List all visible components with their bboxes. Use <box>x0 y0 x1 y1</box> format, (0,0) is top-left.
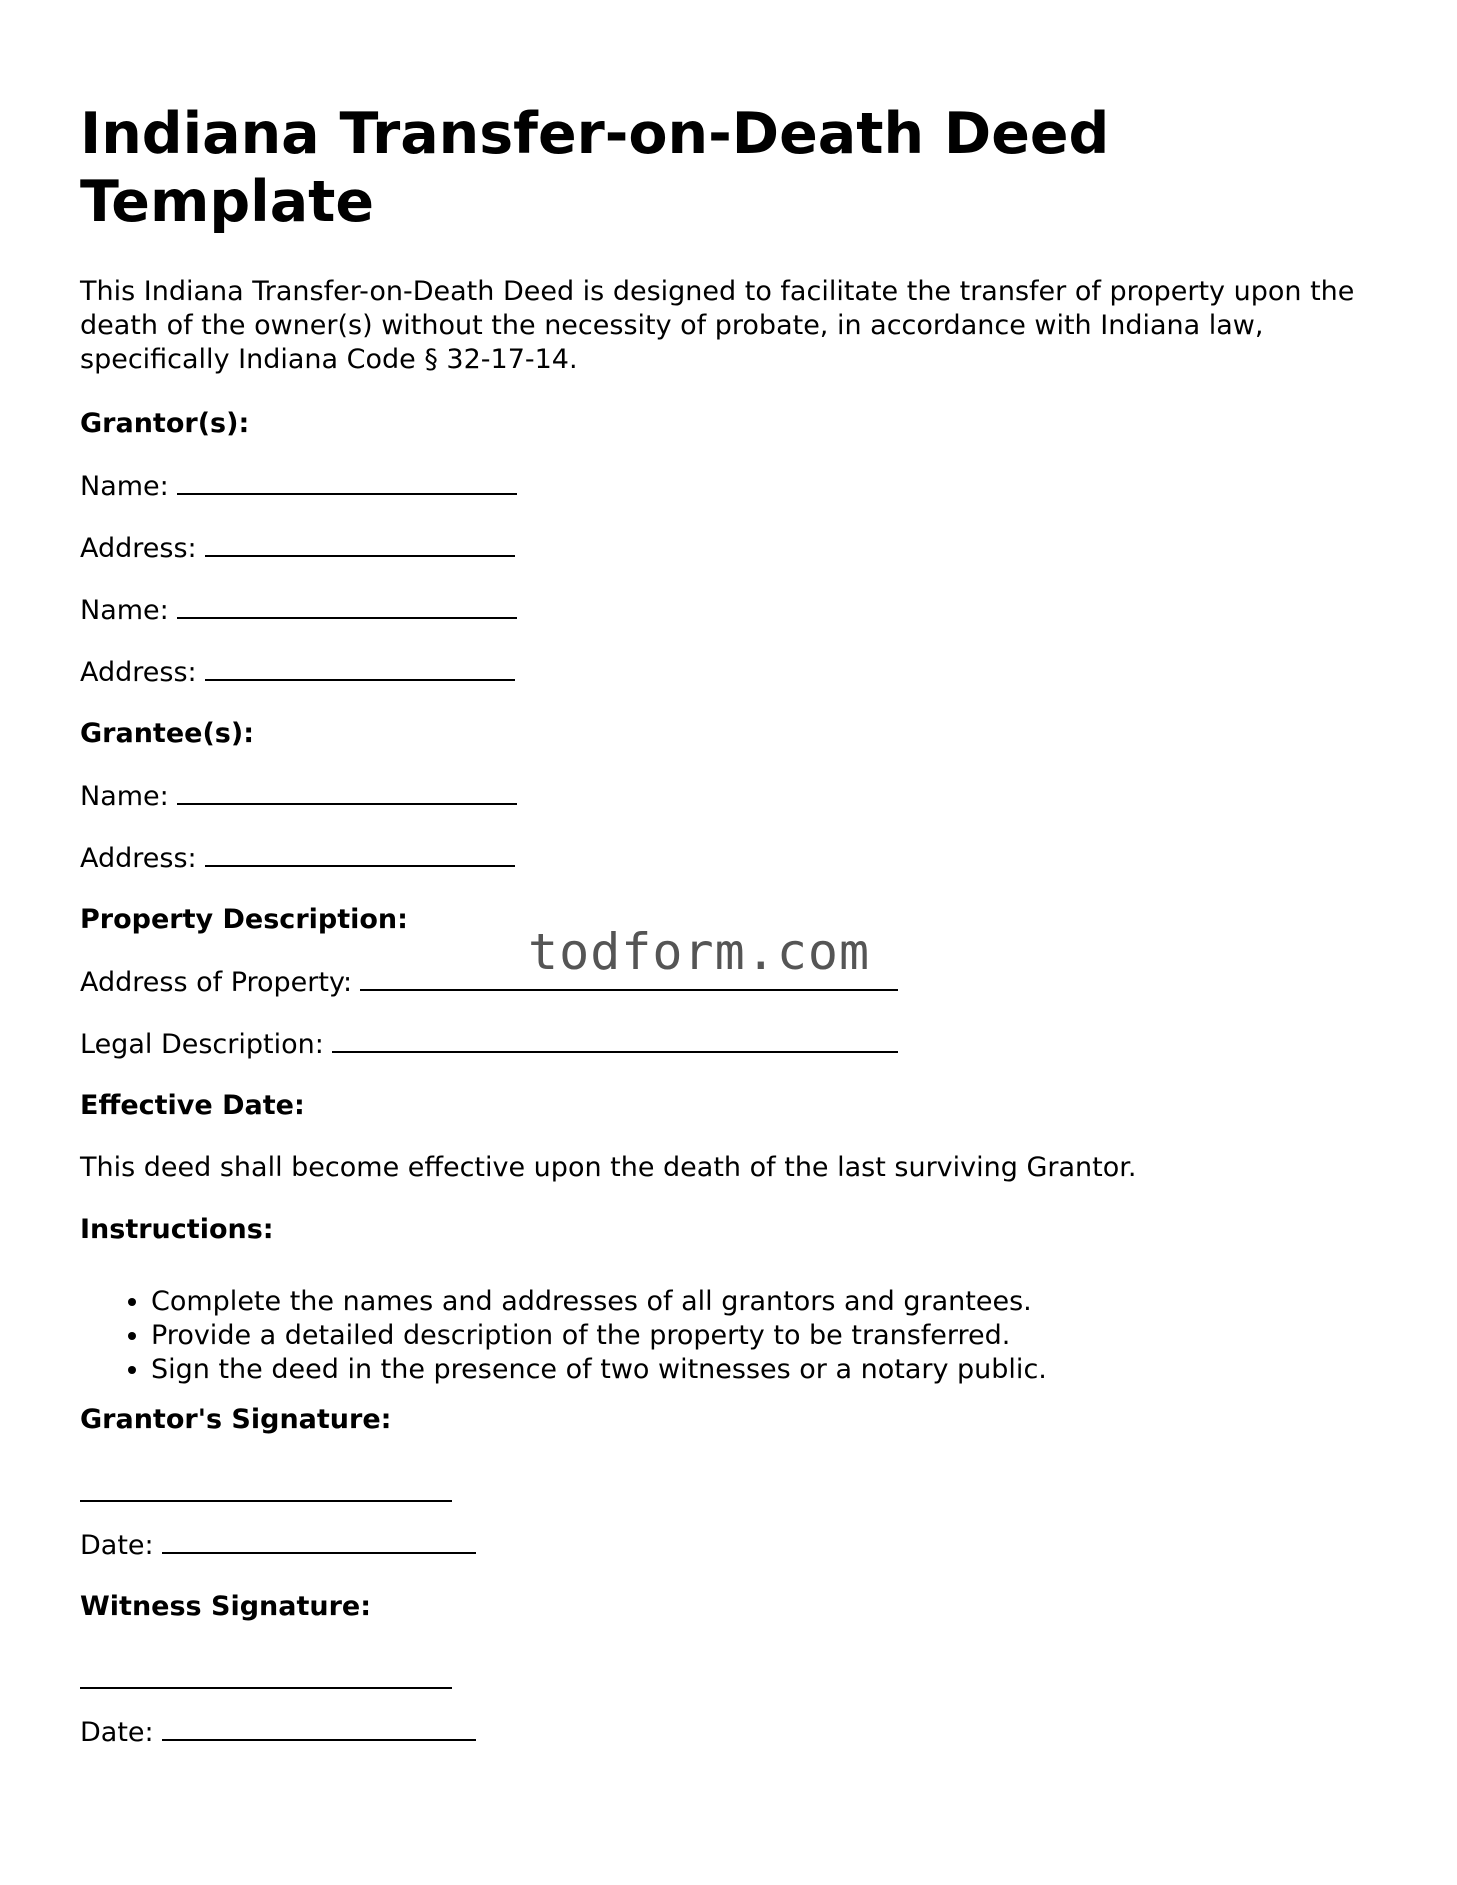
grantor-name-field-1[interactable] <box>80 469 517 504</box>
grantor-signature-date-field[interactable] <box>80 1528 476 1563</box>
witness-signature-date-blank[interactable] <box>162 1715 476 1741</box>
instructions-heading: Instructions: <box>80 1214 274 1245</box>
grantee-address-blank[interactable] <box>205 841 515 867</box>
grantee-name-label: Name: <box>80 781 169 812</box>
grantor-address-label-2: Address: <box>80 657 197 688</box>
grantor-address-blank-1[interactable] <box>205 531 515 557</box>
grantor-address-field-2[interactable] <box>80 655 515 690</box>
intro-paragraph: This Indiana Transfer-on-Death Deed is designed to facilitate the transfer of property upon the death of the owner(s) without the necessity of probate, in accordance with Indiana law, specifically Indiana Code § 32-17-14. <box>80 276 1355 375</box>
effective-date-text: This deed shall become effective upon the death of the last surviving Grantor. <box>80 1152 1137 1183</box>
instruction-item: • Provide a detailed description of the property to be transferred. <box>151 1319 1047 1353</box>
grantee-address-label: Address: <box>80 843 197 874</box>
grantor-address-blank-2[interactable] <box>205 655 515 681</box>
grantee-address-field[interactable] <box>80 841 515 876</box>
property-address-label: Address of Property: <box>80 967 353 998</box>
property-heading: Property Description: <box>80 904 408 935</box>
grantor-name-label-1: Name: <box>80 471 169 502</box>
legal-description-field[interactable] <box>80 1027 898 1062</box>
grantors-heading: Grantor(s): <box>80 408 250 439</box>
grantor-name-field-2[interactable] <box>80 593 517 628</box>
grantee-name-blank[interactable] <box>177 779 517 805</box>
grantee-name-field[interactable] <box>80 779 517 814</box>
grantees-heading: Grantee(s): <box>80 718 254 749</box>
grantor-signature-date-blank[interactable] <box>162 1528 476 1554</box>
page-title: Indiana Transfer-on-Death Deed Template <box>80 101 1110 235</box>
grantor-signature-heading: Grantor's Signature: <box>80 1404 392 1435</box>
grantor-address-field-1[interactable] <box>80 531 515 566</box>
witness-signature-date-field[interactable] <box>80 1715 476 1750</box>
effective-date-heading: Effective Date: <box>80 1090 305 1121</box>
grantor-name-blank-2[interactable] <box>177 593 517 619</box>
legal-description-label: Legal Description: <box>80 1029 324 1060</box>
legal-description-blank[interactable] <box>332 1027 898 1053</box>
grantor-address-label-1: Address: <box>80 533 197 564</box>
instruction-item: • Complete the names and addresses of all grantors and grantees. <box>151 1285 1047 1319</box>
watermark-text: todform.com <box>528 923 871 981</box>
instructions-list <box>80 1285 1047 1387</box>
witness-signature-date-label: Date: <box>80 1717 154 1748</box>
instruction-item: • Sign the deed in the presence of two witnesses or a notary public. <box>151 1353 1047 1387</box>
witness-signature-heading: Witness Signature: <box>80 1591 372 1622</box>
grantor-signature-date-label: Date: <box>80 1530 154 1561</box>
grantor-name-blank-1[interactable] <box>177 469 517 495</box>
grantor-name-label-2: Name: <box>80 595 169 626</box>
grantor-signature-line[interactable] <box>80 1500 452 1502</box>
witness-signature-line[interactable] <box>80 1687 452 1689</box>
